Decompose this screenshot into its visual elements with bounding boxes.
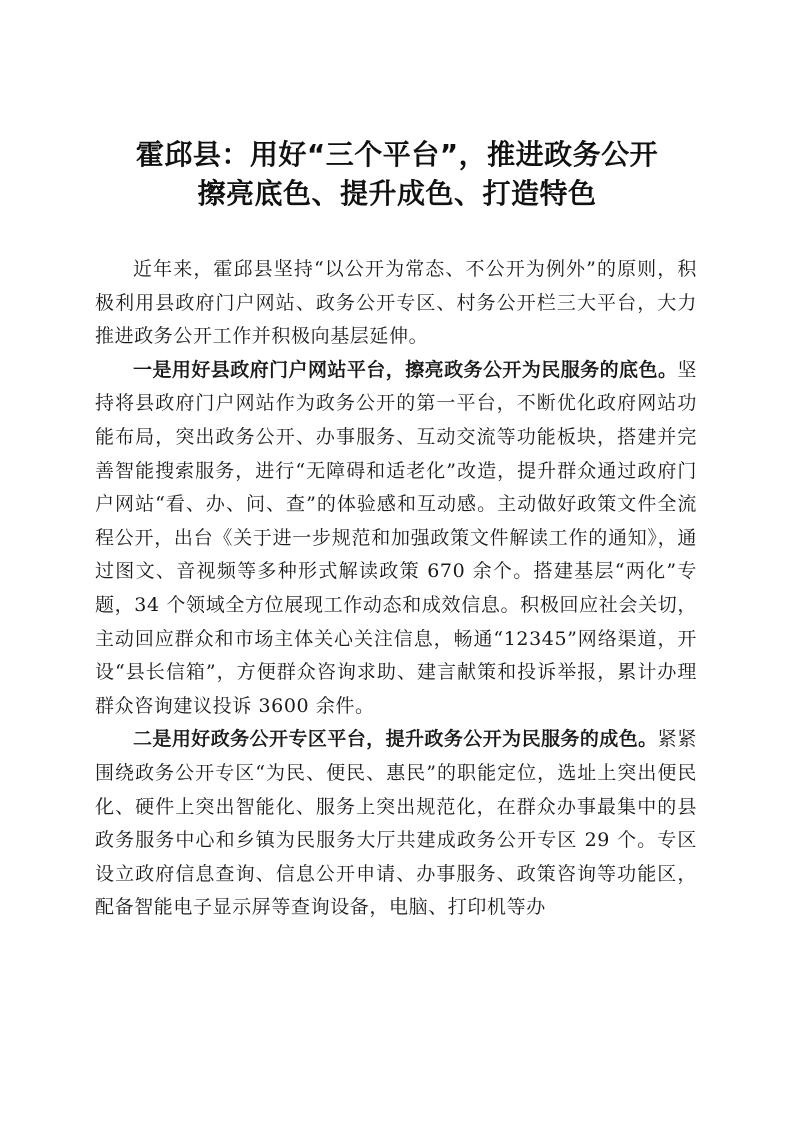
document-title-line2: 擦亮底色、提升成色、打造特色 — [197, 177, 597, 210]
section1-paragraph — [95, 354, 697, 724]
document-title-line1: 霍邱县：用好“三个平台”，推进政务公开 — [135, 138, 659, 171]
intro-paragraph: 近年来，霍邱县坚持“以公开为常态、不公开为例外”的原则，积极利用县政府门户网站、政务公开专区、村务公开栏三大平台，大力推进政务公开工作并积极向基层延伸。 — [95, 258, 697, 348]
document-body — [95, 253, 697, 925]
section1-lead: 一是用好县政府门户网站平台，擦亮政务公开为民服务的底色。 — [133, 358, 678, 381]
section2-body: 紧紧围绕政务公开专区“为民、便民、惠民”的职能定位，选址上突出便民化、硬件上突出智能化、服务上突出规范化，在群众办事最集中的县政务服务中心和乡镇为民服务大厅共建成政务公开专区 29 个。专区设立政府信息查询、信息公开申请、办事服务、政策咨询等功能区，配备智能电子显示屏等查询设备，电脑、打印机等办 — [95, 728, 698, 919]
section2-paragraph — [95, 723, 697, 925]
section1-body: 坚持将县政府门户网站作为政务公开的第一平台，不断优化政府网站功能布局，突出政务公开、办事服务、互动交流等功能板块，搭建并完善智能搜索服务，进行“无障碍和适老化”改造，提升群众通过政府门户网站“看、办、问、查”的体验感和互动感。主动做好政策文件全流程公开，出台《关于进一步规范和加强政策文件解读工作的通知》，通过图文、音视频等多种形式解读政策 670 余个。搭建基层“两化”专题，34 个领域全方位展现工作动态和成效信息。积极回应社会关切，主动回应群众和市场主体关心关注信息，畅通“12345”网络渠道，开设“县长信箱”，方便群众咨询求助、建言献策和投诉举报，累计办理群众咨询建议投诉 3600 余件。 — [95, 358, 697, 717]
section2-lead: 二是用好政务公开专区平台，提升政务公开为民服务的成色。 — [133, 728, 658, 751]
